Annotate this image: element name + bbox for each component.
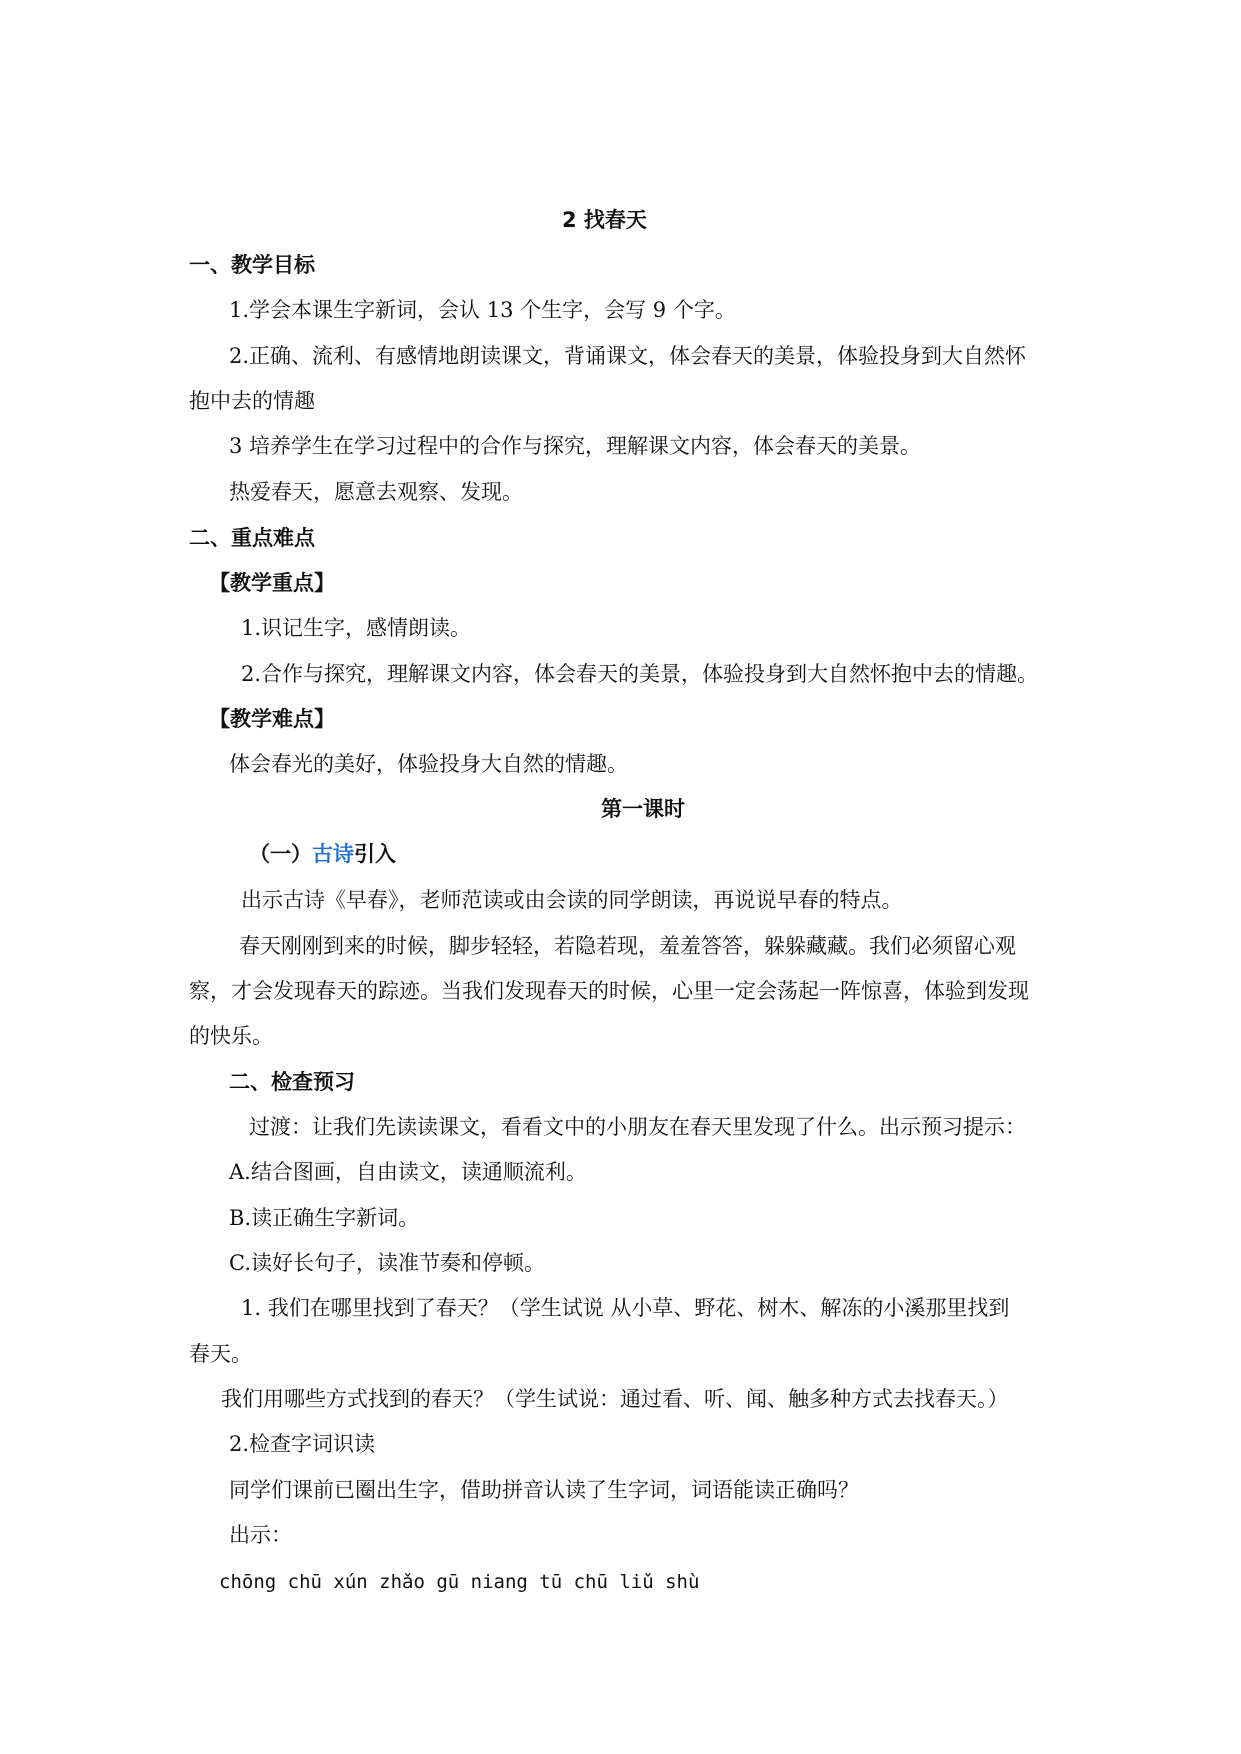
paragraph-2-line3: 的快乐。: [189, 1024, 273, 1048]
question-1-line1: 1. 我们在哪里找到了春天？（学生试说 从小草、野花、树木、解冻的小溪那里找到: [241, 1296, 1010, 1320]
preview-tip-a: A.结合图画，自由读文，读通顺流利。: [229, 1160, 587, 1184]
difficulty-label: 【教学难点】: [209, 707, 335, 731]
goal-item-2-line1: 2.正确、流利、有感情地朗读课文，背诵课文，体会春天的美景，体验投身到大自然怀: [229, 344, 1027, 368]
section-intro-prefix: （一）: [249, 842, 312, 866]
key-point-2: 2.合作与探究，理解课文内容，体会春天的美景，体验投身到大自然怀抱中去的情趣。: [241, 662, 1039, 686]
preview-tip-c: C.读好长句子，读准节奏和停顿。: [229, 1251, 545, 1275]
section-heading-goals: 一、教学目标: [189, 253, 315, 277]
section-intro-suffix: 引入: [354, 842, 396, 866]
transition-paragraph: 过渡：让我们先读读课文，看看文中的小朋友在春天里发现了什么。出示预习提示：: [249, 1115, 1026, 1139]
section-heading-preview: 二、检查预习: [229, 1070, 355, 1094]
goal-item-4: 热爱春天，愿意去观察、发现。: [229, 480, 523, 504]
show-label: 出示：: [229, 1523, 292, 1547]
key-point-1: 1.识记生字，感情朗读。: [241, 616, 472, 640]
preview-tip-b: B.读正确生字新词。: [229, 1206, 420, 1230]
lesson-heading: 第一课时: [601, 797, 685, 821]
ancient-poem-link[interactable]: 古诗: [312, 842, 354, 866]
key-points-label: 【教学重点】: [209, 571, 335, 595]
pinyin-line: chōng chū xún zhǎo gū niang tū chū liǔ shù: [219, 1571, 700, 1593]
section-intro-heading: [249, 840, 396, 868]
goal-item-2-line2: 抱中去的情趣: [189, 389, 315, 413]
paragraph-2-line2: 察，才会发现春天的踪迹。当我们发现春天的时候，心里一定会荡起一阵惊喜，体验到发现: [189, 979, 1029, 1003]
difficulty-1: 体会春光的美好，体验投身大自然的情趣。: [229, 752, 628, 776]
check-vocabulary-heading: 2.检查字词识读: [229, 1432, 376, 1456]
question-2: 我们用哪些方式找到的春天？（学生试说：通过看、听、闻、触多种方式去找春天。）: [221, 1387, 1009, 1411]
page-title: 2 找春天: [562, 208, 647, 232]
question-1-line2: 春天。: [189, 1342, 252, 1366]
goal-item-1: 1.学会本课生字新词，会认 13 个生字，会写 9 个字。: [229, 298, 736, 322]
paragraph-2-line1: 春天刚刚到来的时候，脚步轻轻，若隐若现，羞羞答答，躲躲藏藏。我们必须留心观: [239, 934, 1016, 958]
vocabulary-paragraph: 同学们课前已圈出生字，借助拼音认读了生字词，词语能读正确吗？: [229, 1478, 859, 1502]
goal-item-3: 3 培养学生在学习过程中的合作与探究，理解课文内容，体会春天的美景。: [229, 434, 922, 458]
section-heading-key-points: 二、重点难点: [189, 526, 315, 550]
paragraph-1: 出示古诗《早春》，老师范读或由会读的同学朗读，再说说早春的特点。: [241, 888, 903, 912]
